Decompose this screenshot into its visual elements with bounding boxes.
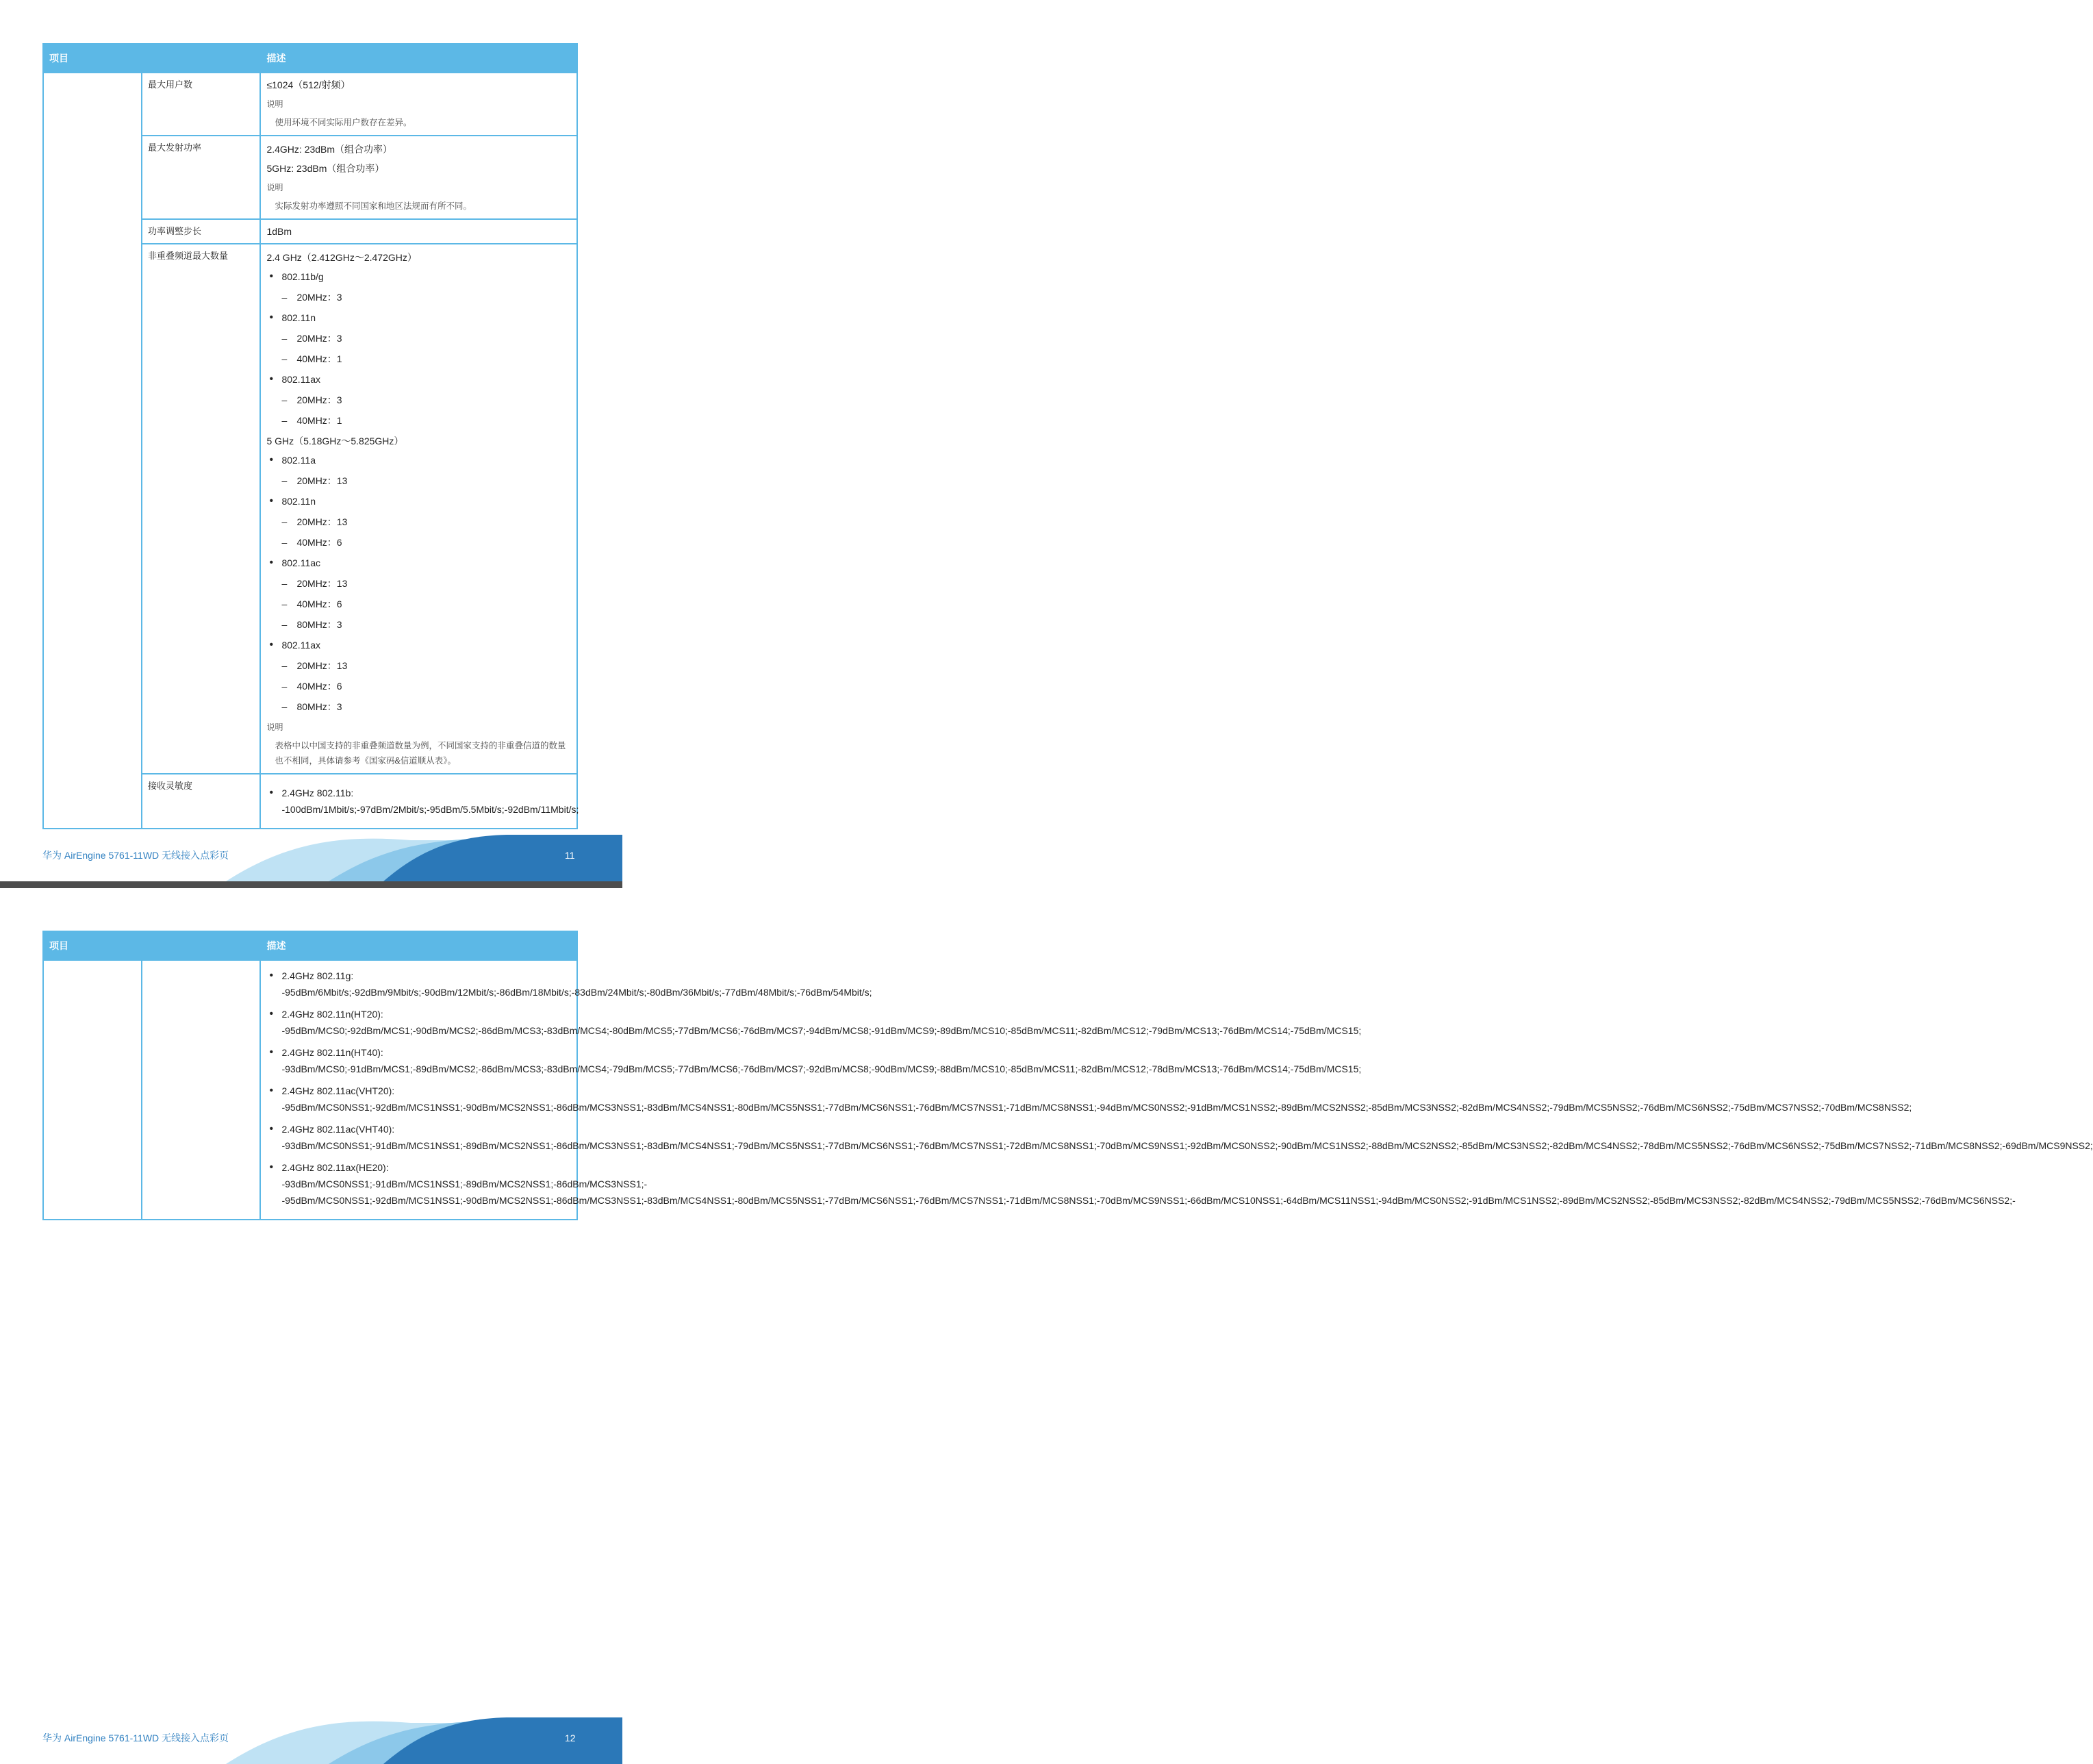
page-footer	[0, 835, 622, 881]
row-name-non-overlap-channels: 非重叠频道最大数量	[142, 244, 260, 774]
table-header-row	[43, 44, 577, 73]
band-24ghz-heading: 2.4 GHz（2.412GHz～2.472GHz）	[266, 252, 417, 263]
spec-table-page-12	[42, 931, 2093, 1220]
list-subitem: – 40MHz：6	[281, 597, 571, 611]
tx-power-5ghz: 5GHz: 23dBm（组合功率）	[266, 163, 385, 174]
page-number: 12	[565, 1732, 576, 1743]
row-desc-power-step: 1dBm	[260, 219, 577, 244]
note-text: 实际发射功率遵照不同国家和地区法规而有所不同。	[275, 201, 472, 211]
row-name-max-tx-power: 最大发射功率	[142, 136, 260, 219]
list-item: • 2.4GHz 802.11ac(VHT20): -95dBm/MCS0NSS1;-92dBm/MCS1NSS1;-90dBm/MCS2NSS1;-86dBm/MCS3NSS1;-83dBm/MCS4NSS1;-80dBm/MCS5NSS1;-77dBm/MCS6NSS1;-76dBm/MCS7NSS1;-71dBm/MCS8NSS1;-94dBm/MCS0NSS2;-91dBm/MCS1NSS2;-89dBm/MCS2NSS2;-85dBm/MCS3NSS2;-82dBm/MCS4NSS2;-79dBm/MCS5NSS2;-76dBm/MCS6NSS2;-75dBm/MCS7NSS2;-70dBm/MCS8NSS2;	[266, 1083, 571, 1116]
sensitivity-list	[266, 785, 579, 818]
list-item: • 802.11n – 20MHz：13 – 40MHz：6	[266, 494, 571, 549]
list-item: • 802.11a – 20MHz：13	[266, 453, 571, 488]
list-item: • 802.11ax – 20MHz：13 – 40MHz：6 – 80MHz：3	[266, 638, 571, 714]
table-header-row	[43, 931, 577, 960]
table-row	[43, 960, 577, 1220]
list-subitem: – 20MHz：13	[281, 577, 571, 590]
row-desc-max-tx-power	[260, 136, 577, 219]
sensitivity-list	[266, 968, 2093, 1209]
list-item: • 802.11n – 20MHz：3 – 40MHz：1	[266, 311, 571, 366]
row-name-sensitivity: 接收灵敏度	[142, 774, 260, 829]
list-item: • 2.4GHz 802.11g: -95dBm/6Mbit/s;-92dBm/9Mbit/s;-90dBm/12Mbit/s;-86dBm/18Mbit/s;-83dBm/24Mbit/s;-80dBm/36Mbit/s;-77dBm/48Mbit/s;-76dBm/54Mbit/s;	[266, 968, 571, 1000]
header-description: 描述	[260, 44, 577, 73]
spec-table-page-11	[42, 43, 578, 829]
category-cell	[43, 73, 142, 829]
header-item: 项目	[43, 931, 260, 960]
page-footer	[0, 1717, 622, 1764]
row-desc-non-overlap-channels	[260, 244, 577, 774]
note-text: 表格中以中国支持的非重叠频道数量为例，不同国家支持的非重叠信道的数量也不相同，具体请参考《国家码&信道顺从表》。	[275, 741, 566, 766]
category-cell	[43, 960, 142, 1220]
row-desc-max-users	[260, 73, 577, 136]
band-5ghz-heading: 5 GHz（5.18GHz～5.825GHz）	[266, 436, 404, 446]
note-label: 说明	[266, 722, 283, 732]
page-separator	[0, 881, 622, 888]
band-24ghz-list	[266, 270, 571, 427]
page-number: 11	[565, 850, 575, 861]
footer-title: 华为 AirEngine 5761-11WD 无线接入点彩页	[42, 1732, 229, 1743]
max-users-value: ≤1024（512/射频）	[266, 79, 351, 90]
list-subitem: – 40MHz：1	[281, 352, 571, 366]
table-row	[43, 73, 577, 136]
header-item: 项目	[43, 44, 260, 73]
tx-power-24ghz: 2.4GHz: 23dBm（组合功率）	[266, 144, 393, 155]
item-cell	[142, 960, 260, 1220]
list-subitem: – 20MHz：13	[281, 474, 571, 488]
row-desc-sensitivity	[260, 774, 577, 829]
list-subitem: – 20MHz：3	[281, 331, 571, 345]
note-text: 使用环境不同实际用户数存在差异。	[275, 118, 412, 127]
list-subitem: – 40MHz：1	[281, 414, 571, 427]
list-subitem: – 80MHz：3	[281, 618, 571, 631]
row-name-max-users: 最大用户数	[142, 73, 260, 136]
note-label: 说明	[266, 99, 283, 109]
list-subitem: – 80MHz：3	[281, 700, 571, 714]
list-item: • 2.4GHz 802.11ax(HE20): -93dBm/MCS0NSS1;-91dBm/MCS1NSS1;-89dBm/MCS2NSS1;-86dBm/MCS3NSS1;- -95dBm/MCS0NSS1;-92dBm/MCS1NSS1;-90dBm/MCS2NSS1;-86dBm/MCS3NSS1;-83dBm/MCS4NSS1;-80dBm/MCS5NSS1;-77dBm/MCS6NSS1;-76dBm/MCS7NSS1;-71dBm/MCS8NSS1;-70dBm/MCS9NSS1;-66dBm/MCS10NSS1;-64dBm/MCS11NSS1;-94dBm/MCS0NSS2;-91dBm/MCS1NSS2;-89dBm/MCS2NSS2;-85dBm/MCS3NSS2;-82dBm/MCS4NSS2;-79dBm/MCS5NSS2;-76dBm/MCS6NSS2;-	[266, 1159, 571, 1209]
list-item: • 802.11ax – 20MHz：3 – 40MHz：1	[266, 373, 571, 427]
list-item: • 2.4GHz 802.11n(HT20): -95dBm/MCS0;-92dBm/MCS1;-90dBm/MCS2;-86dBm/MCS3;-83dBm/MCS4;-80dBm/MCS5;-77dBm/MCS6;-76dBm/MCS7;-94dBm/MCS8;-91dBm/MCS9;-89dBm/MCS10;-85dBm/MCS11;-82dBm/MCS12;-79dBm/MCS13;-76dBm/MCS14;-75dBm/MCS15;	[266, 1006, 571, 1039]
band-5ghz-list	[266, 453, 571, 714]
list-item: • 2.4GHz 802.11n(HT40): -93dBm/MCS0;-91dBm/MCS1;-89dBm/MCS2;-86dBm/MCS3;-83dBm/MCS4;-79dBm/MCS5;-77dBm/MCS6;-76dBm/MCS7;-92dBm/MCS8;-90dBm/MCS9;-88dBm/MCS10;-85dBm/MCS11;-82dBm/MCS12;-78dBm/MCS13;-76dBm/MCS14;-75dBm/MCS15;	[266, 1044, 571, 1077]
note-label: 说明	[266, 183, 283, 192]
list-item: • 2.4GHz 802.11ac(VHT40): -93dBm/MCS0NSS1;-91dBm/MCS1NSS1;-89dBm/MCS2NSS1;-86dBm/MCS3NSS1;-83dBm/MCS4NSS1;-79dBm/MCS5NSS1;-77dBm/MCS6NSS1;-76dBm/MCS7NSS1;-72dBm/MCS8NSS1;-70dBm/MCS9NSS1;-92dBm/MCS0NSS2;-90dBm/MCS1NSS2;-88dBm/MCS2NSS2;-85dBm/MCS3NSS2;-82dBm/MCS4NSS2;-78dBm/MCS5NSS2;-76dBm/MCS6NSS2;-75dBm/MCS7NSS2;-71dBm/MCS8NSS2;-69dBm/MCS9NSS2;	[266, 1121, 571, 1154]
list-item: • 2.4GHz 802.11b: -100dBm/1Mbit/s;-97dBm/2Mbit/s;-95dBm/5.5Mbit/s;-92dBm/11Mbit/s;	[266, 785, 571, 818]
list-item: • 802.11ac – 20MHz：13 – 40MHz：6 – 80MHz：3	[266, 556, 571, 631]
list-subitem: – 40MHz：6	[281, 536, 571, 549]
list-subitem: – 20MHz：13	[281, 659, 571, 672]
list-item: • 802.11b/g – 20MHz：3	[266, 270, 571, 304]
header-description: 描述	[260, 931, 577, 960]
list-subitem: – 20MHz：13	[281, 515, 571, 529]
list-subitem: – 40MHz：6	[281, 679, 571, 693]
row-name-power-step: 功率调整步长	[142, 219, 260, 244]
row-desc-sensitivity-cont	[260, 960, 2093, 1220]
list-subitem: – 20MHz：3	[281, 393, 571, 407]
list-subitem: – 20MHz：3	[281, 290, 571, 304]
footer-title: 华为 AirEngine 5761-11WD 无线接入点彩页	[42, 850, 229, 861]
document-page-11	[0, 0, 622, 881]
document-page-12	[0, 888, 2093, 1764]
